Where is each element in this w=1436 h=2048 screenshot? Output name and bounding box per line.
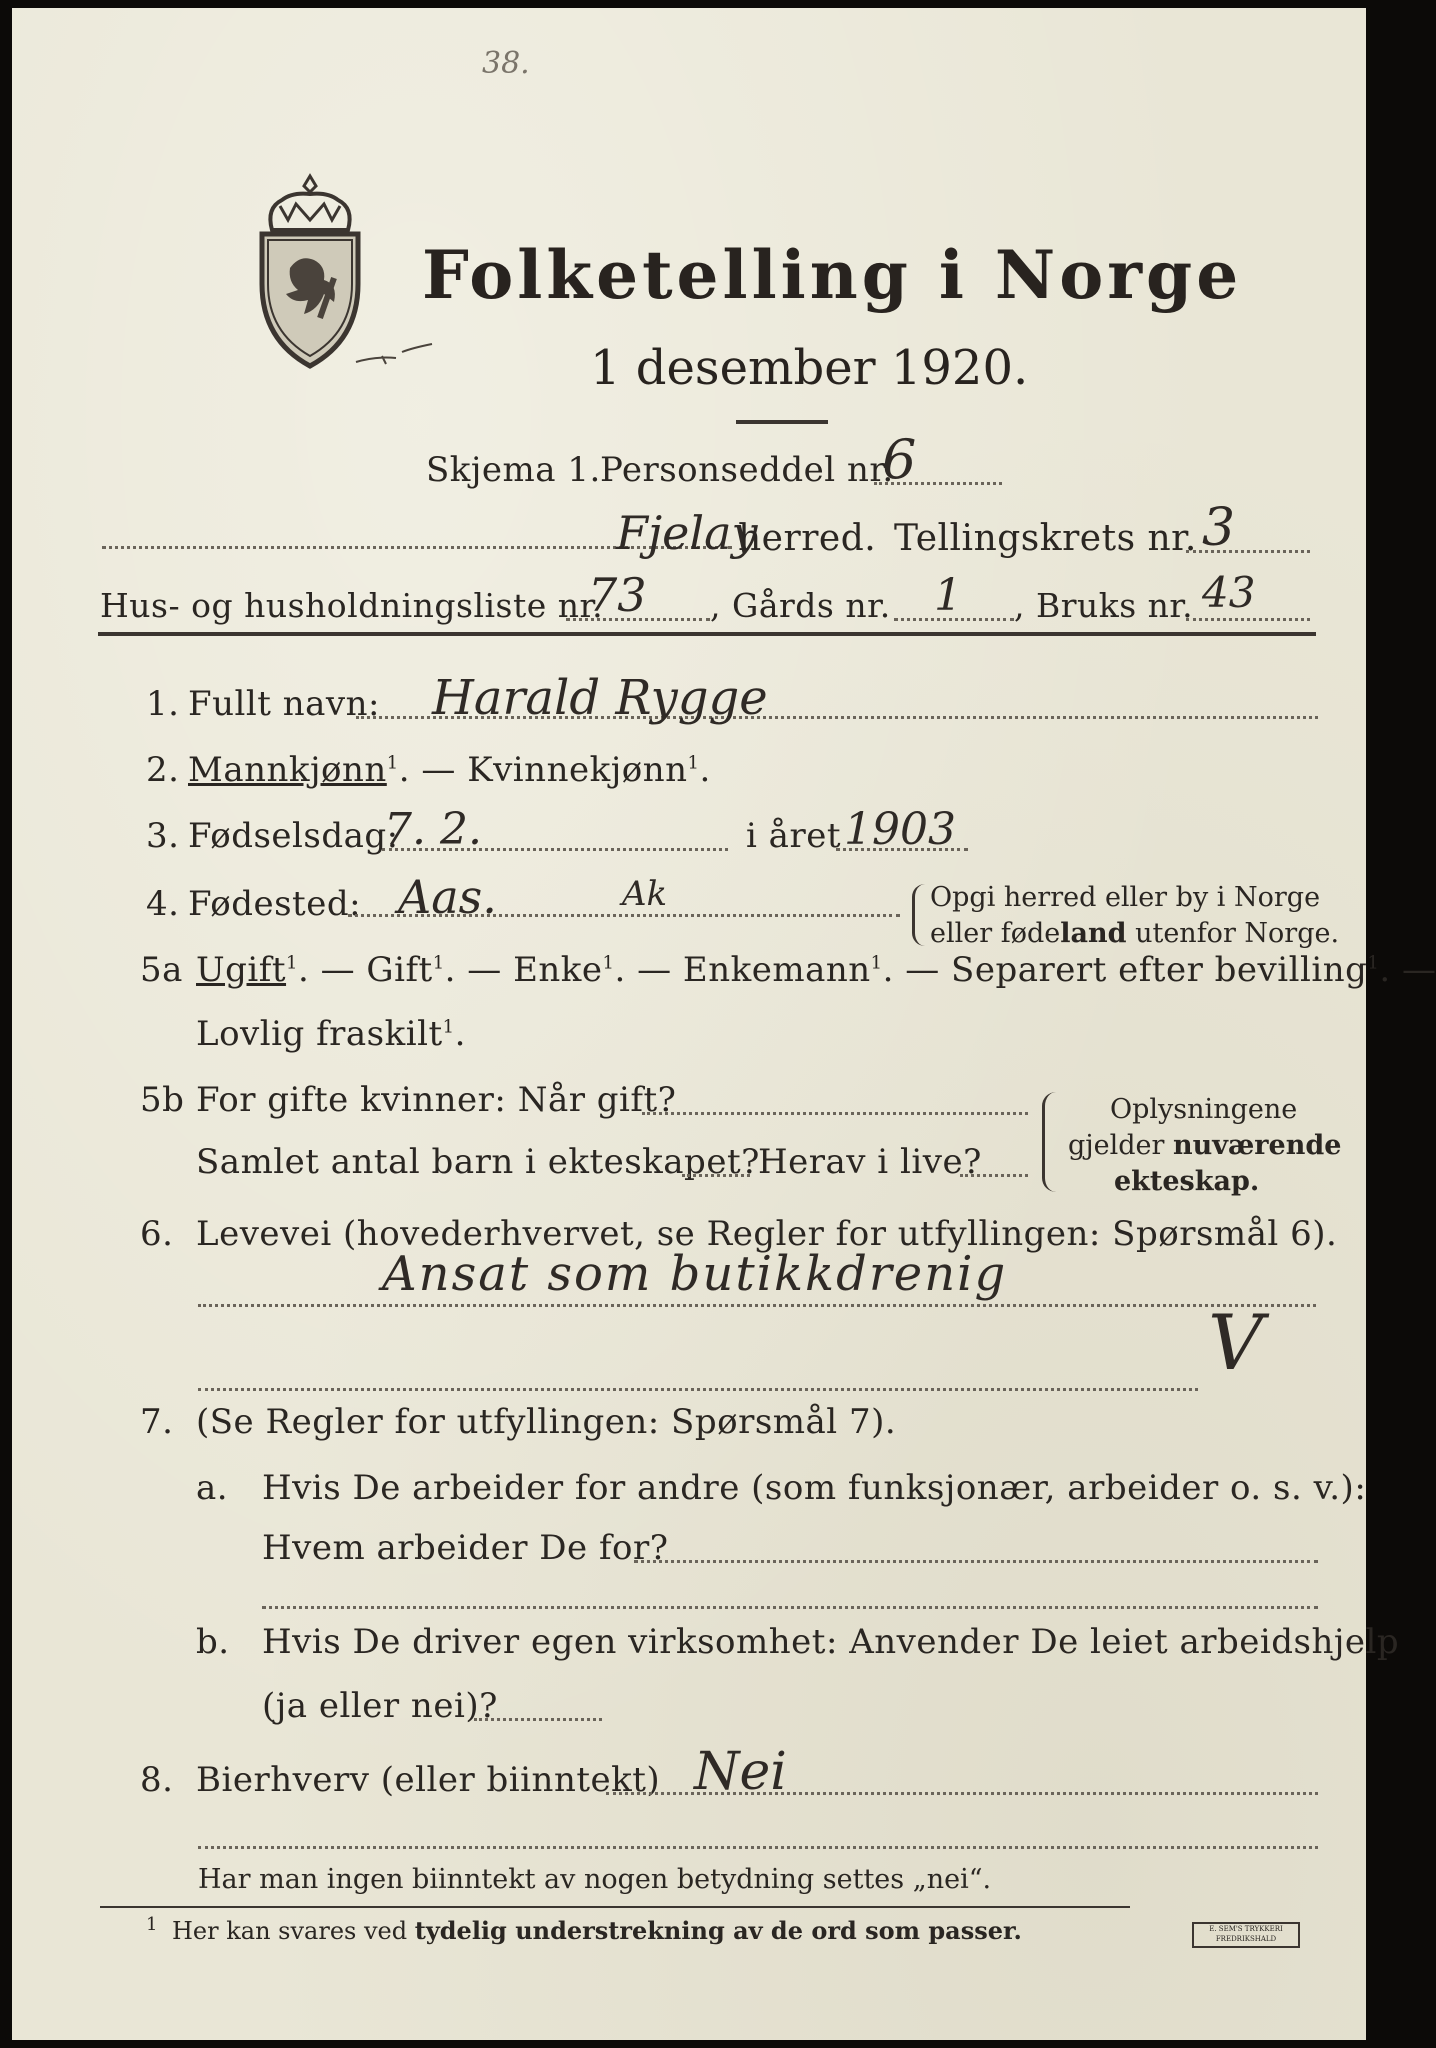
q5b-brace xyxy=(1042,1092,1057,1192)
q4-birthplace-2: Ak xyxy=(622,874,668,914)
q7a-line1 xyxy=(634,1560,1318,1563)
q5b-note2b: nuværende xyxy=(1173,1130,1342,1161)
q7-label: (Se Regler for utfyllingen: Spørsmål 7). xyxy=(196,1402,897,1442)
q6-line1 xyxy=(198,1304,1316,1307)
personseddel-value: 6 xyxy=(882,428,917,491)
bruks-value: 43 xyxy=(1202,568,1256,617)
q7-number: 7. xyxy=(140,1402,174,1442)
q5b-children-line xyxy=(682,1174,750,1177)
q3-number: 3. xyxy=(146,816,180,856)
bruks-label: , Bruks nr. xyxy=(1014,586,1194,625)
q5a-number: 5a xyxy=(140,950,183,990)
q5b-label-alive: Herav i live? xyxy=(758,1142,982,1182)
q7a-label2: Hvem arbeider De for? xyxy=(262,1528,669,1568)
husliste-label: Hus- og husholdningsliste nr. xyxy=(100,586,604,625)
q3-birthdate: 7. 2. xyxy=(384,804,482,855)
q2-male: Mannkjønn xyxy=(188,750,387,790)
census-date: 1 desember 1920. xyxy=(590,340,1029,396)
q5b-note2a: gjelder xyxy=(1068,1130,1174,1161)
q5a-sup1: 1 xyxy=(286,952,298,974)
q7a-line2 xyxy=(262,1606,1318,1609)
q2-options xyxy=(188,750,711,790)
q2-male-sup: 1 xyxy=(386,752,399,774)
q5b-note3: ekteskap. xyxy=(1114,1166,1260,1197)
corner-pencil-note: 38. xyxy=(482,46,530,81)
q5a-line2-end: . xyxy=(454,1014,466,1054)
q2-female: Kvinnekjønn xyxy=(467,750,688,790)
q5a-enkemann: . — Enkemann xyxy=(614,950,871,990)
q5a-sup5: 1 xyxy=(1367,952,1380,974)
q1-number: 1. xyxy=(146,684,180,724)
q6-label: Levevei (hovederhvervet, se Regler for utfyllingen: Spørsmål 6). xyxy=(196,1214,1338,1254)
schema-label: Skjema 1. xyxy=(426,450,601,490)
q5a-sup4: 1 xyxy=(870,952,883,974)
q7a-label1: Hvis De arbeider for andre (som funksjonær, arbeider o. s. v.): xyxy=(262,1468,1367,1508)
q5a-ugift: Ugift xyxy=(196,950,287,990)
q5a-options xyxy=(196,950,1436,990)
q2-sep: . — xyxy=(398,750,468,790)
q3-label: Fødselsdag: xyxy=(188,816,399,856)
bruks-line xyxy=(1186,618,1310,621)
tellingskrets-value: 3 xyxy=(1202,498,1236,558)
q5b-number: 5b xyxy=(140,1080,185,1120)
q6-occupation: Ansat som butikkdrenig xyxy=(382,1246,1008,1302)
q5a-fraskilt: Lovlig fraskilt xyxy=(196,1014,443,1054)
q7b-letter: b. xyxy=(196,1622,230,1662)
q5b-label-married: For gifte kvinner: Når gift? xyxy=(196,1080,677,1120)
q5a-enke: . — Enke xyxy=(444,950,603,990)
q8-value: Nei xyxy=(694,1742,787,1802)
q4-note-2a: eller føde xyxy=(930,918,1061,949)
printer-stamp: E. SEM'S TRYKKERI FREDRIKSHALD xyxy=(1192,1922,1300,1948)
header-rule xyxy=(98,632,1316,636)
q5a-sup3: 1 xyxy=(602,952,615,974)
footnote-b: tydelig understrekning av de ord som passer. xyxy=(414,1916,1022,1945)
q1-full-name: Harald Rygge xyxy=(432,670,768,726)
q3-birth-year: 1903 xyxy=(844,804,956,855)
q7b-label1: Hvis De driver egen virksomhet: Anvender De leiet arbeidshjelp xyxy=(262,1622,1400,1662)
footnote-rule xyxy=(100,1906,1130,1908)
husliste-value: 73 xyxy=(588,568,647,622)
q8-number: 8. xyxy=(140,1760,174,1800)
q5b-label-children: Samlet antal barn i ekteskapet? xyxy=(196,1142,760,1182)
q4-note-2b: land xyxy=(1060,918,1127,949)
title-divider xyxy=(736,420,828,424)
q7a-letter: a. xyxy=(196,1468,229,1508)
q4-brace xyxy=(912,884,925,946)
q4-number: 4. xyxy=(146,884,180,924)
q6-number: 6. xyxy=(140,1214,174,1254)
q8-label: Bierhverv (eller biinntekt) xyxy=(196,1760,661,1800)
q1-label: Fullt navn: xyxy=(188,684,380,724)
q4-note-line1: Opgi herred eller by i Norge xyxy=(930,882,1321,913)
q5a-dash: . — xyxy=(1379,950,1436,990)
herred-value: Fjelay xyxy=(616,506,758,560)
q7b-line xyxy=(474,1718,602,1721)
q5b-note1: Oplysningene xyxy=(1110,1094,1298,1125)
q8-line2 xyxy=(198,1846,1318,1849)
personseddel-label: Personseddel nr. xyxy=(600,450,894,490)
q5a-sup2: 1 xyxy=(432,952,445,974)
form-title: Folketelling i Norge xyxy=(422,236,1243,314)
gards-label: , Gårds nr. xyxy=(710,586,891,625)
q5a-line2 xyxy=(196,1014,466,1054)
q2-female-sup: 1 xyxy=(687,752,700,774)
q5b-alive-line xyxy=(960,1174,1028,1177)
footnote-a: Her kan svares ved xyxy=(172,1917,415,1945)
q5a-sup6: 1 xyxy=(442,1016,455,1038)
ink-smudge-icon xyxy=(352,336,442,376)
q6-check-mark: V xyxy=(1208,1298,1263,1387)
census-form-paper xyxy=(12,8,1436,2040)
q7b-label2: (ja eller nei)? xyxy=(262,1686,498,1726)
herred-label: herred. xyxy=(738,518,877,559)
footnote-text xyxy=(172,1916,1022,1945)
q2-end: . xyxy=(699,750,711,790)
q2-number: 2. xyxy=(146,750,180,790)
q4-note-2c: utenfor Norge. xyxy=(1126,918,1340,949)
q5a-gift: . — Gift xyxy=(298,950,433,990)
q6-line2 xyxy=(198,1388,1198,1391)
q5b-note2 xyxy=(1068,1130,1341,1161)
instruction-note: Har man ingen biinntekt av nogen betydning settes „nei“. xyxy=(198,1864,992,1895)
tellingskrets-label: Tellingskrets nr. xyxy=(894,518,1197,559)
q4-note-line2 xyxy=(930,918,1339,949)
q5b-married-line xyxy=(642,1112,1028,1115)
q5a-separert: . — Separert efter bevilling xyxy=(882,950,1368,990)
q3-year-label: i året xyxy=(746,816,841,856)
footnote-number: 1 xyxy=(146,1914,158,1935)
gards-value: 1 xyxy=(934,570,962,621)
q4-label: Fødested: xyxy=(188,884,362,924)
q4-birthplace: Aas. xyxy=(398,870,497,924)
